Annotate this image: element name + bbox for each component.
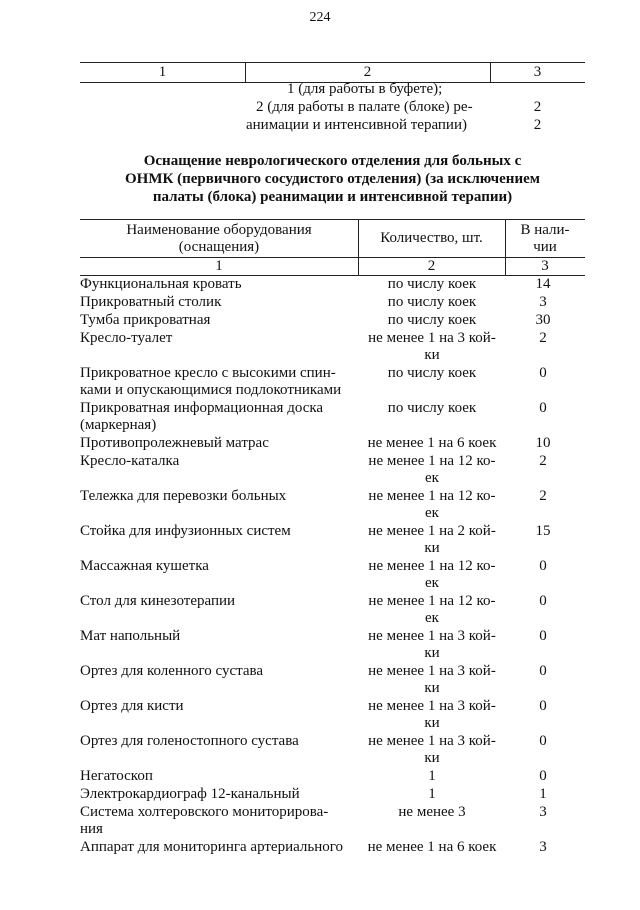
quantity-line: ки [424, 347, 440, 363]
equipment-name-line: ния [80, 821, 103, 837]
table-row [80, 593, 585, 628]
quantity [362, 488, 502, 522]
equipment-name-line: Кресло-каталка [80, 453, 180, 469]
quantity [362, 663, 502, 697]
section-title-line: Оснащение неврологического отделения для больных с [143, 153, 522, 169]
quantity-line: не менее 1 на 12 ко- [368, 488, 496, 504]
availability: 2 [539, 330, 547, 346]
quantity-line: не менее 1 на 2 кой- [368, 523, 496, 539]
quantity-line: ки [424, 680, 440, 696]
equipment-name-line: Тумба прикроватная [80, 312, 211, 328]
quantity-line: ки [424, 750, 440, 766]
table-row [80, 558, 585, 593]
equipment-name [80, 804, 355, 838]
quantity-line: не менее 1 на 12 ко- [368, 453, 496, 469]
quantity [362, 330, 502, 364]
availability: 1 [539, 786, 547, 802]
availability: 0 [539, 365, 547, 381]
equipment-name-line: Тележка для перевозки больных [80, 488, 287, 504]
header-availability [505, 220, 585, 257]
header-name [80, 220, 358, 257]
quantity [362, 768, 502, 785]
equipment-name [80, 663, 355, 680]
table-row [80, 786, 585, 804]
table-body [80, 276, 585, 857]
availability: 0 [539, 628, 547, 644]
equipment-name [80, 453, 355, 470]
equipment-name-line: Противопролежневый матрас [80, 435, 269, 451]
quantity-line: ек [425, 505, 439, 521]
quantity [362, 312, 502, 329]
quantity-line: не менее 1 на 3 кой- [368, 663, 496, 679]
header-line: чии [533, 238, 557, 255]
equipment-name [80, 733, 355, 750]
section-title [80, 152, 585, 206]
equipment-name-line: Негатоскоп [80, 768, 153, 784]
equipment-name-line: Аппарат для мониторинга артериального [80, 839, 344, 855]
quantity [362, 435, 502, 452]
equipment-name [80, 768, 355, 785]
availability: 0 [539, 400, 547, 416]
equipment-name-line: Прикроватный столик [80, 294, 222, 310]
quantity-line: не менее 1 на 3 кой- [368, 628, 496, 644]
table-row [80, 523, 585, 558]
availability: 3 [539, 839, 547, 855]
section-title-line: ОНМК (первичного сосудистого отделения) (за исключением [125, 171, 540, 187]
quantity [362, 628, 502, 662]
equipment-name-line: (маркерная) [80, 417, 157, 433]
equipment-name [80, 558, 355, 575]
table-row [80, 276, 585, 294]
availability: 3 [539, 804, 547, 820]
quantity-line: 1 [428, 768, 436, 784]
equipment-name [80, 593, 355, 610]
availability: 0 [539, 663, 547, 679]
table-row [80, 628, 585, 663]
quantity-line: ек [425, 470, 439, 486]
header-line: (оснащения) [178, 238, 260, 255]
continued-line: 1 (для работы в буфете); [287, 81, 443, 97]
header-line: В нали- [520, 221, 570, 238]
column-number: 2 [363, 64, 372, 80]
availability: 2 [539, 488, 547, 504]
availability: 0 [539, 698, 547, 714]
equipment-name-line: Функциональная кровать [80, 276, 242, 292]
column-number: 1 [215, 258, 223, 274]
equipment-name [80, 276, 355, 293]
page-number: 224 [309, 10, 331, 25]
equipment-name [80, 330, 355, 347]
quantity-line: не менее 1 на 3 кой- [368, 330, 496, 346]
quantity [362, 698, 502, 732]
equipment-name-line: Прикроватная информационная доска [80, 400, 324, 416]
availability: 10 [535, 435, 551, 451]
header-line: Наименование оборудования [126, 221, 312, 238]
table-row [80, 435, 585, 453]
table-row [80, 768, 585, 786]
equipment-name-line: Электрокардиограф 12-канальный [80, 786, 300, 802]
equipment-name [80, 435, 355, 452]
table-header [80, 219, 585, 258]
table-row [80, 839, 585, 857]
table-row [80, 365, 585, 400]
table-row [80, 488, 585, 523]
equipment-name-line: Стол для кинезотерапии [80, 593, 236, 609]
quantity-line: по числу коек [387, 294, 477, 310]
table-row [80, 698, 585, 733]
column-number: 2 [427, 258, 436, 274]
quantity-line: не менее 1 на 3 кой- [368, 733, 496, 749]
quantity-line: не менее 1 на 6 коек [367, 839, 497, 855]
continued-entry [0, 80, 640, 134]
equipment-name [80, 365, 355, 399]
quantity-line: 1 [428, 786, 436, 802]
quantity-line: ки [424, 645, 440, 661]
table-row [80, 663, 585, 698]
equipment-name-line: Стойка для инфузионных систем [80, 523, 291, 539]
equipment-name [80, 400, 355, 434]
equipment-name [80, 628, 355, 645]
quantity [362, 804, 502, 821]
quantity-line: по числу коек [387, 365, 477, 381]
availability: 2 [539, 453, 547, 469]
quantity [362, 365, 502, 382]
quantity-line: ек [425, 575, 439, 591]
availability: 0 [539, 593, 547, 609]
column-number: 3 [533, 64, 542, 80]
equipment-name-line: Прикроватное кресло с высокими спин- [80, 365, 336, 381]
availability: 14 [535, 276, 551, 292]
quantity [362, 276, 502, 293]
availability: 30 [535, 312, 551, 328]
equipment-name-line: ками и опускающимися подлокотниками [80, 382, 342, 398]
continued-count: 2 [533, 99, 542, 115]
equipment-name-line: Массажная кушетка [80, 558, 209, 574]
equipment-name [80, 312, 355, 329]
quantity-line: по числу коек [387, 312, 477, 328]
quantity [362, 593, 502, 627]
table-row [80, 294, 585, 312]
quantity [362, 558, 502, 592]
equipment-name-line: Система холтеровского мониторирова- [80, 804, 329, 820]
table-row [80, 330, 585, 365]
quantity-line: не менее 1 на 3 кой- [368, 698, 496, 714]
continued-count: 2 [533, 117, 542, 133]
header-quantity: Количество, шт. [380, 230, 483, 246]
quantity-line: не менее 1 на 12 ко- [368, 593, 496, 609]
availability: 3 [539, 294, 547, 310]
quantity-line: по числу коек [387, 400, 477, 416]
availability: 0 [539, 558, 547, 574]
equipment-name [80, 294, 355, 311]
equipment-name-line: Кресло-туалет [80, 330, 173, 346]
quantity [362, 453, 502, 487]
equipment-name-line: Ортез для кисти [80, 698, 184, 714]
availability: 15 [535, 523, 551, 539]
quantity [362, 294, 502, 311]
availability: 0 [539, 733, 547, 749]
table-row [80, 453, 585, 488]
column-numbers-row [80, 258, 585, 276]
quantity [362, 786, 502, 803]
column-number: 1 [158, 64, 167, 80]
section-title-line: палаты (блока) реанимации и интенсивной терапии) [152, 189, 513, 205]
equipment-name [80, 839, 355, 856]
equipment-name-line: Ортез для коленного сустава [80, 663, 264, 679]
continued-line: 2 (для работы в палате (блоке) ре- [256, 99, 473, 115]
quantity [362, 839, 502, 856]
quantity [362, 733, 502, 767]
equipment-name [80, 698, 355, 715]
equipment-name [80, 786, 355, 803]
quantity-line: не менее 1 на 6 коек [367, 435, 497, 451]
equipment-name [80, 488, 355, 505]
quantity-line: ки [424, 540, 440, 556]
quantity-line: не менее 1 на 12 ко- [368, 558, 496, 574]
quantity-line: по числу коек [387, 276, 477, 292]
continued-line: анимации и интенсивной терапии) [246, 117, 467, 133]
availability: 0 [539, 768, 547, 784]
quantity-line: не менее 3 [398, 804, 466, 820]
quantity [362, 523, 502, 557]
table-row [80, 312, 585, 330]
quantity-line: ки [424, 715, 440, 731]
table-row [80, 400, 585, 435]
equipment-name-line: Мат напольный [80, 628, 181, 644]
quantity [362, 400, 502, 417]
table-row [80, 804, 585, 839]
column-number: 3 [541, 258, 549, 274]
equipment-name [80, 523, 355, 540]
equipment-name-line: Ортез для голеностопного сустава [80, 733, 299, 749]
equipment-table [80, 219, 585, 857]
quantity-line: ек [425, 610, 439, 626]
table-row [80, 733, 585, 768]
